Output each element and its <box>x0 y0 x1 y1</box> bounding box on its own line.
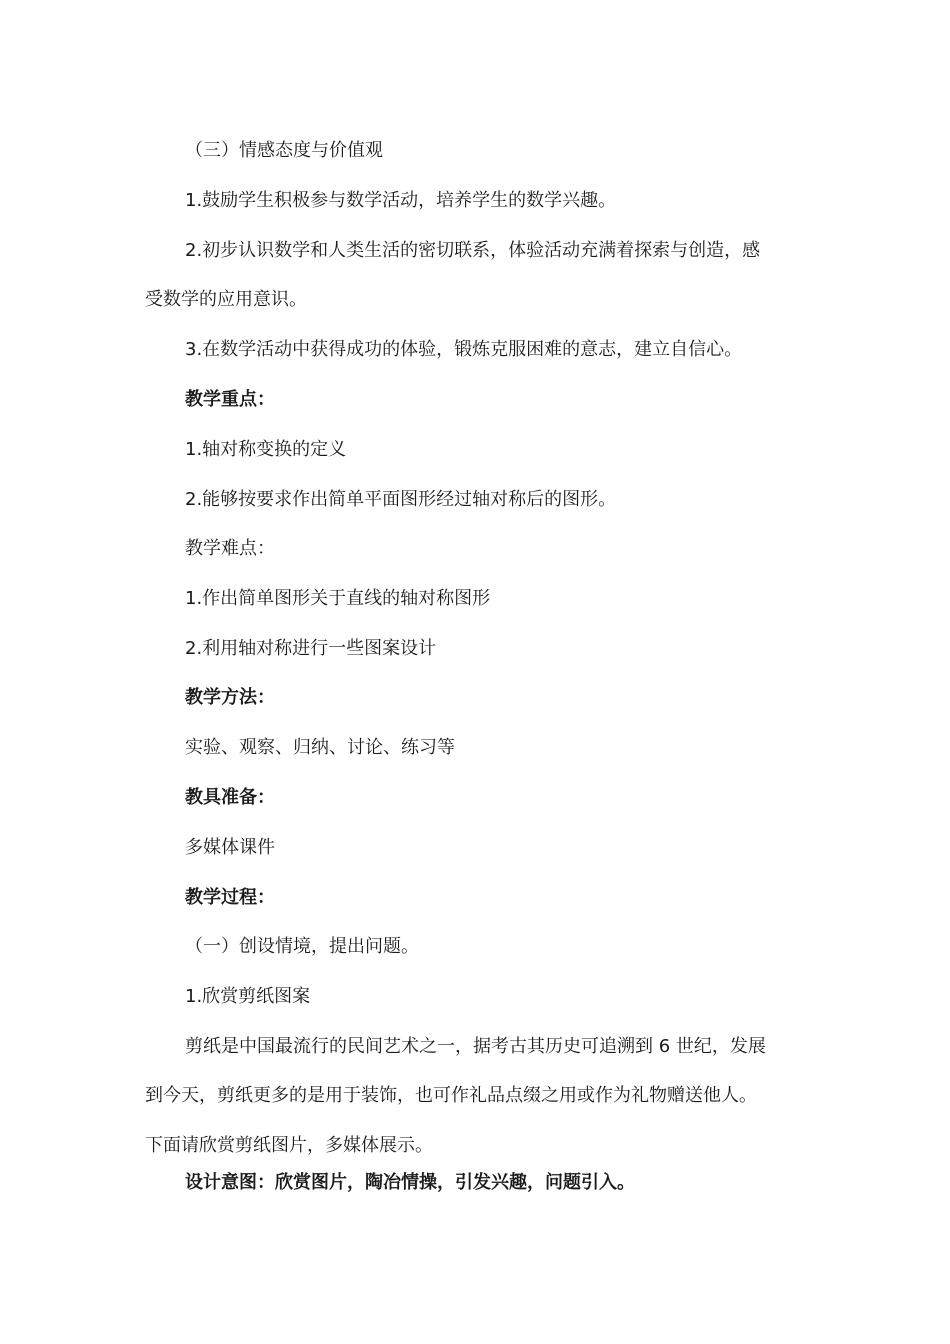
paper-cutting-paragraph-line-2: 到今天，剪纸更多的是用于装饰，也可作礼品点缀之用或作为礼物赠送他人。 <box>145 1085 757 1106</box>
teaching-aids-text: 多媒体课件 <box>185 837 275 858</box>
process-step-1: 1.欣赏剪纸图案 <box>185 986 311 1007</box>
heading-teaching-process: 教学过程： <box>185 887 275 908</box>
key-point-2: 2.能够按要求作出简单平面图形经过轴对称后的图形。 <box>185 489 617 510</box>
section-heading-attitudes: （三）情感态度与价值观 <box>185 140 383 161</box>
key-point-1: 1.轴对称变换的定义 <box>185 439 347 460</box>
heading-key-points: 教学重点： <box>185 389 275 410</box>
goal-item-2: 2.初步认识数学和人类生活的密切联系，体验活动充满着探索与创造，感 <box>185 240 761 261</box>
difficulty-1: 1.作出简单图形关于直线的轴对称图形 <box>185 588 491 609</box>
heading-difficulties: 教学难点： <box>185 538 275 559</box>
goal-item-2-continued: 受数学的应用意识。 <box>145 289 307 310</box>
goal-item-3: 3.在数学活动中获得成功的体验，锻炼克服困难的意志，建立自信心。 <box>185 339 743 360</box>
teaching-methods-text: 实验、观察、归纳、讨论、练习等 <box>185 737 455 758</box>
heading-teaching-methods: 教学方法： <box>185 687 275 708</box>
paper-cutting-paragraph-line-3: 下面请欣赏剪纸图片，多媒体展示。 <box>145 1135 433 1156</box>
process-section-1: （一）创设情境，提出问题。 <box>185 936 419 957</box>
difficulty-2: 2.利用轴对称进行一些图案设计 <box>185 638 437 659</box>
design-intent: 设计意图：欣赏图片，陶冶情操，引发兴趣，问题引入。 <box>185 1172 635 1193</box>
paper-cutting-paragraph-line-1: 剪纸是中国最流行的民间艺术之一，据考古其历史可追溯到 6 世纪，发展 <box>185 1036 766 1057</box>
goal-item-1: 1.鼓励学生积极参与数学活动，培养学生的数学兴趣。 <box>185 190 617 211</box>
heading-teaching-aids: 教具准备： <box>185 787 275 808</box>
